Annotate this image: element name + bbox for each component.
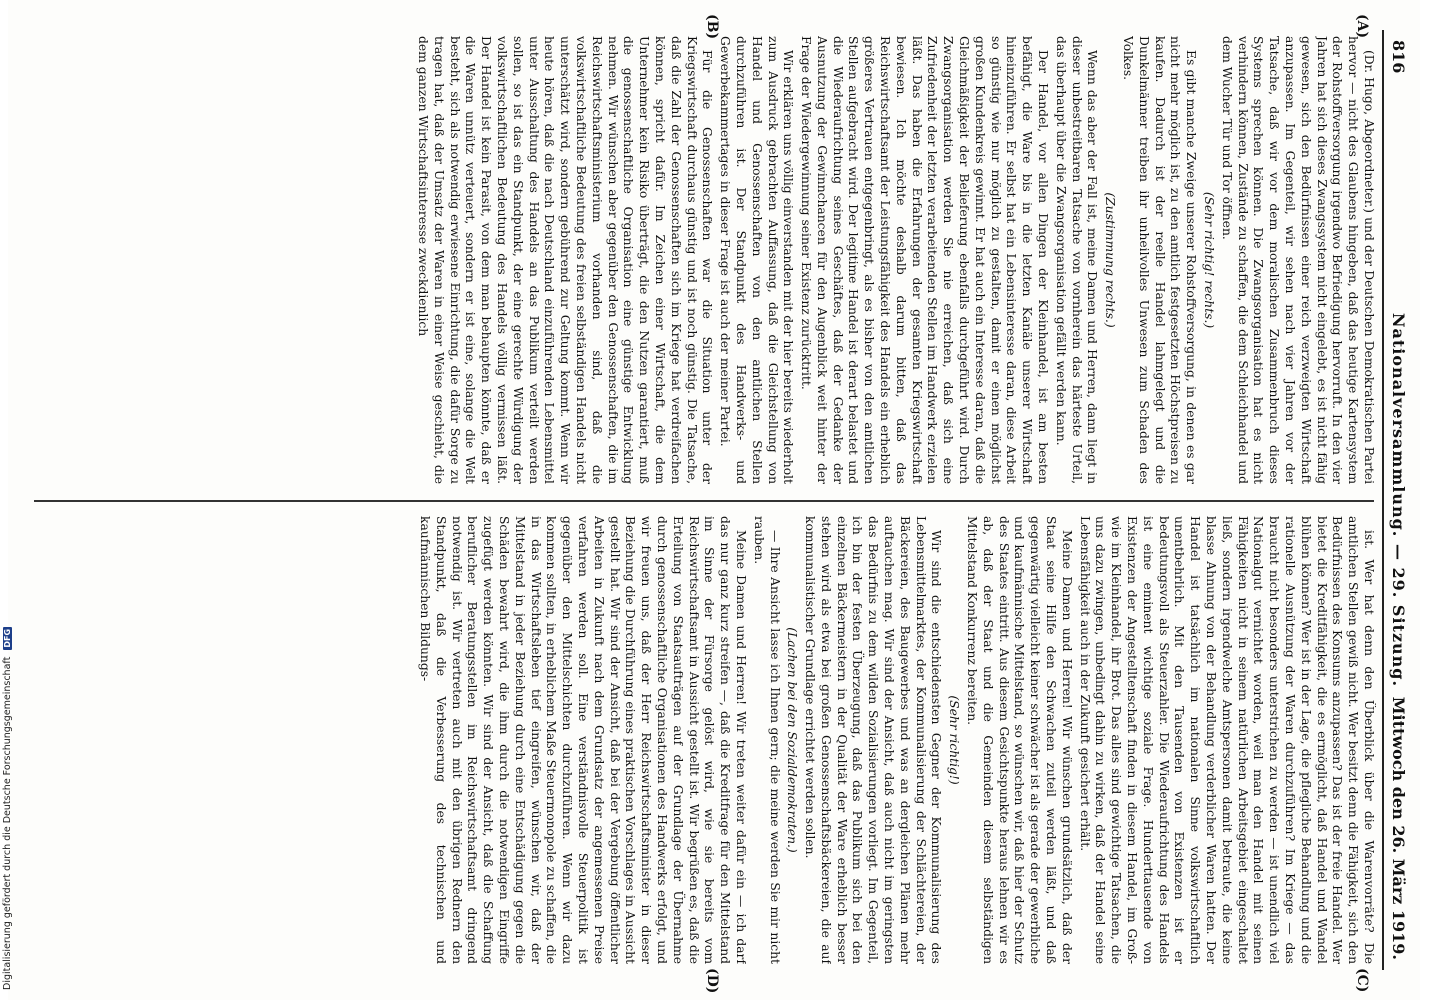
paragraph: Für die Genossenschaften war die Situation unter der Kriegswirtschaft durchaus günstig und ist noch günstig. Die Tatsache, daß die Zahl der Genossenschaften sich im Kriege hat verdreifachen können, spricht dafür. Im Zeichen einer Wirtschaft, die dem Unternehmer kein Risiko überträgt, die den Nutzen garantiert, muß die genossenschaftliche Organisation eine günstige Entwicklung nehmen. Wir wünschen aber gegenüber den Genossenschaften, die im Reichswirtschaftsministerium vorhanden sind, daß die volkswirtschaftliche Bedeutung des freien selbständigen Handels nicht unterschätzt wird, sondern gebührend zur Geltung kommt. Wenn wir heute hören, daß die nach Deutschland einzuführenden Lebensmittel unter Ausschaltung des Handels an das Publikum verteilt werden sollen, so ist das ein Standpunkt, der eine gerechte Würdigung der volkswirtschaftlichen Bedeutung des Handels völlig vermissen läßt. Der Handel ist kein Parasit, von dem man behaupten könnte, daß er die Waren unnütz verteuert, sondern er ist eine, solange die Welt besteht, sich als notwendig erwiesene Einrichtung, die dafür Sorge zu tragen hat, daß der Umsatz der Waren in einer Weise geschieht, die dem ganzen Wirtschaftsinteresse zweckdienlich xyxy=(415,36,715,484)
header-rule xyxy=(1382,30,1384,970)
paragraph: (Dr. Hugo, Abgeordneter.) und der Deutschen Demokratischen Partei hervor — nicht des Glaubens hingeben, daß das heutige Kartensystem der Rohstoffversorgung irgendwo Befriedigung hervorruft. In den vier Jahren hat sich dieses Zwangssystem nicht eingelebt, es ist nicht fähig gewesen, sich den Bedürfnissen einer reich verzweigten Wirtschaft anzupassen. Im Gegenteil, wir sehen nach vier Jahren vor der Tatsache, daß wir vor dem moralischen Zusammenbruch dieses Systems sprechen können. Die Zwangsorganisation hat es nicht verhindern können, Zustände zu schaffen, die dem Schleichhandel und dem Wucher Tür und Tor öffnen. xyxy=(1219,36,1376,484)
paragraph: Meine Damen und Herren! Wir wünschen grundsätzlich, daß der Staat seine Hilfe den Schwachen zuteil werden läßt, und daß gegenwärtig vielleicht keiner schwächer ist als gerade der gewerbliche und kaufmännische Mittelstand, so wünschen wir, daß hier der Schutz des Staates eintritt. Aus diesem Gesichtspunkte heraus lehnen wir es ab, daß der Staat und die Gemeinden diesem selbständigen Mittelstand Konkurrenz bereiten. xyxy=(965,516,1074,964)
margin-marker-b: (B) xyxy=(704,14,720,40)
paragraph: Wenn das aber der Fall ist, meine Damen und Herren, dann liegt in dieser unbestreitbaren Tatsache von vornherein das härteste Urteil, das überhaupt über die Zwangsorganisation gefällt werden kann. xyxy=(1053,36,1100,484)
header-title: Nationalversammlung. — 29. Sitzung. xyxy=(1389,312,1408,688)
paragraph: Wir erklären uns völlig einverstanden mit der hier bereits wiederholt zum Ausdruck gebrachten Auffassung, daß die Gleichstellung von Handel und Genossenschaften von den amtlichen Stellen durchzuführen ist. Der Standpunkt des Handwerks- und Gewerbekammertages in dieser Frage ist auch der meiner Partei. xyxy=(718,36,796,484)
paragraph: Der Handel, vor allen Dingen der Kleinhandel, ist am besten befähigt, die Ware bis in die letzten Kanäle unserer Wirtschaft hineinzuführen. Er selbst hat ein Lebensinteresse daran, diese Arbeit so günstig wie nur möglich zu gestalten, damit er einen möglichst großen Kundenkreis gewinnt. Er hat auch ein Interesse daran, daß die Gleichmäßigkeit der Belieferung ebenfalls durchgeführt wird. Durch Zwangsorganisation werden Sie nie erreichen, daß sich eine Zufriedenheit der letzten verarbeitenden Stellen im Handwerk erzielen läßt. Das haben die Erfahrungen der gesamten Kriegswirtschaft bewiesen. Ich möchte deshalb darum bitten, daß das Reichswirtschaftsamt der Leistungsfähigkeit des Handels ein erheblich größeres Vertrauen entgegenbringt, als es bisher von den amtlichen Stellen aufgebracht wird. Der legitime Handel ist derart belastet und die Wiederaufrichtung seines Geschäftes, daß der Gedanke der Ausnutzung der Gewinnchancen für den Augenblick weit hinter der Frage der Wiedergewinnung seiner Existenz zurücktritt. xyxy=(799,36,1051,484)
paragraph: — Ihre Ansicht lasse ich Ihnen gern; die meine werden Sie mir nicht rauben. xyxy=(751,516,782,964)
credit-text: Digitalisierung gefördert durch die Deutsche Forschungsgemeinschaft xyxy=(2,656,13,990)
header-date: Mittwoch den 26. März 1919. xyxy=(1389,696,1408,960)
margin-marker-a: (A) xyxy=(1354,14,1370,39)
paragraph: Es gibt manche Zweige unserer Rohstoffversorgung, in denen es gar nicht mehr möglich ist, zu den amtlich festgesetzten Höchstpreisen zu kaufen. Dadurch ist der reelle Handel lahmgelegt und die Dunkelmänner treiben ihr unheilvolles Unwesen zum Schaden des Volkes. xyxy=(1121,36,1199,484)
margin-marker-d: (D) xyxy=(704,968,720,994)
dfg-logo: DFG xyxy=(3,628,12,648)
interjection: (Zustimmung rechts.) xyxy=(1103,192,1118,328)
scanned-page xyxy=(8,0,1420,1000)
paragraph: Wir sind die entschiedensten Gegner der Kommunalisierung des Lebensmittelmarktes, der Kommunalisierung der Schlächtereien, der Bäckereien, des Baugewerbes und was an dergleichen Plänen mehr auftauchen mag. Wir sind der Ansicht, daß auch nicht im geringsten das Bedürfnis zu dem wilden Sozialisierungen vorliegt. Im Gegenteil, ich bin der festen Überzeugung, daß das Publikum sich bei den einzelnen Bäckermeistern in der Qualität der Ware erheblich besser stehen wird als etwa bei großen Genossenschaftsbäckereien, die auf kommunalistischer Grundlage errichtet werden sollen. xyxy=(803,516,944,964)
paragraph: Meine Damen und Herren! Wir treten weiter dafür ein — ich darf das nur ganz kurz streifen —, daß die Kreditfrage für den Mittelstand im Sinne der Fürsorge gelöst wird, wie sie bereits vom Reichswirtschaftsamt in Aussicht gestellt ist. Wir begrüßen es, daß die Erteilung von Staatsaufträgen auf der Grundlage der Übernahme durch genossenschaftliche Organisationen des Handwerks erfolgt, und wir freuen uns, daß der Herr Reichswirtschaftsminister in dieser Beziehung die Durchführung eines praktischen Vorschlages in Aussicht gestellt hat. Wir sind der Ansicht, daß bei der Vergebung öffentlicher Arbeiten in Zukunft nach dem Grundsatz der angemessenen Preise verfahren werden soll. Eine verständnisvolle Steuerpolitik ist gegenüber den Mittelschichten durchzuführen. Wenn wir dazu kommen sollten, in erheblichem Maße Steuermonopole zu schaffen, die in das Wirtschaftsleben tief eingreifen, wünschen wir, daß der Mittelstand in jeder Beziehung durch eine Entschädigung gegen die Schäden bewahrt wird, die ihm durch die notwendigen Eingriffe zugefügt werden könnten. Wir sind der Ansicht, daß die Schaffung beruflicher Beratungsstellen im Reichswirtschaftsamt dringend notwendig ist. Wir vertreten auch mit den übrigen Rednern den Standpunkt, daß die Verbesserung des technischen und kaufmännischen Bildungs- xyxy=(417,516,748,964)
page-number: 816 xyxy=(1389,40,1408,74)
margin-marker-c: (C) xyxy=(1354,968,1370,993)
paragraph: ist. Wer hat denn den Überblick über die Warenvorräte? Die amtlichen Stellen gewiß nicht. Wer besitzt denn die Fähigkeit, sich den Bedürfnissen des Konsums anzupassen? Das ist der freie Handel. Wer bietet die Kreditfähigkeit, die es ermöglicht, daß Handel und Wandel blühen können? Wer ist in der Lage, die pflegliche Behandlung und die rationelle Ausnützung der Waren durchzuführen? Im Kriege — das braucht nicht besonders unterstrichen zu werden — ist unendlich viel Nationalgut vernichtet worden, weil man den Handel mit seinen Fähigkeiten nicht in seinem natürlichen Arbeitsgebiet eingeschaltet ließ, sondern irgendwelche Amtspersonen damit betraute, die keine blasse Ahnung von der Behandlung verderblicher Waren hatten. Der Handel ist tatsächlich im nationalen Sinne volkswirtschaftlich unentbehrlich. Mit den Tausenden von Existenzen ist er bedeutungsvoll als Steuerzahler. Die Wiederaufrichtung des Handels ist eine eminent wichtige soziale Frage. Hunderttausende von Existenzen der Angestelltenschaft finden in diesem Handel, im Groß- wie im Kleinhandel, ihr Brot. Das alles sind gewichtige Tatsachen, die uns dazu zwingen, unbedingt dahin zu wirken, daß der Handel seine Lebensfähigkeit auch in der Zukunft gesichert erhält. xyxy=(1077,516,1376,964)
digitization-credit xyxy=(2,0,16,1000)
interjection: (Sehr richtig! rechts.) xyxy=(1202,191,1217,329)
interjection: (Sehr richtig!) xyxy=(947,695,962,785)
right-column xyxy=(31,516,1376,964)
interjection: (Lachen bei den Sozialdemokraten.) xyxy=(785,627,800,853)
left-column xyxy=(31,36,1376,484)
page-header xyxy=(1386,40,1408,960)
column-divider xyxy=(34,500,1374,502)
